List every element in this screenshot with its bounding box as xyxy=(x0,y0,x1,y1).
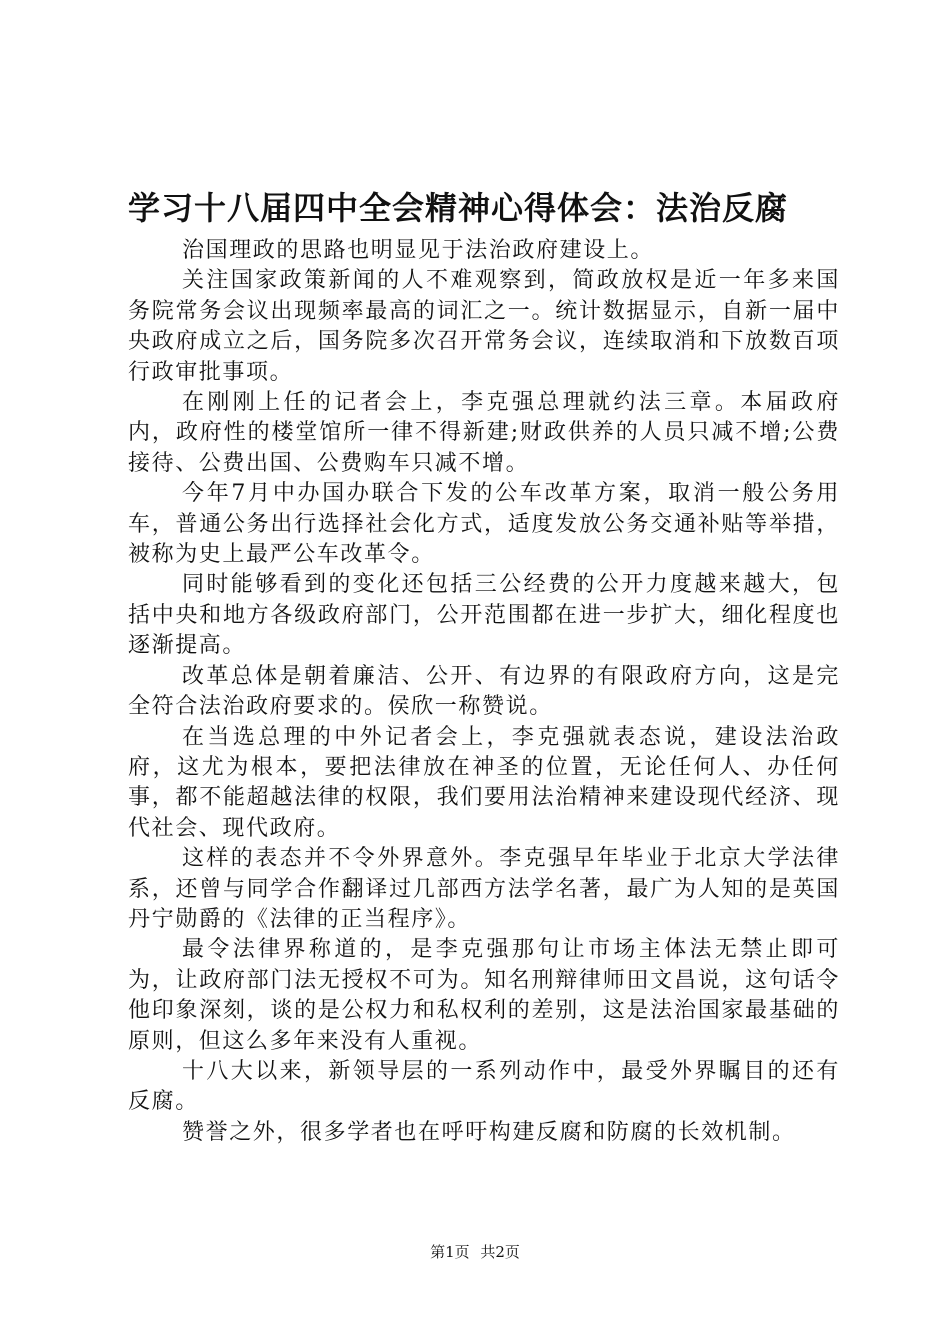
paragraph: 在当选总理的中外记者会上，李克强就表态说，建设法治政府，这尤为根本，要把法律放在神圣的位置，无论任何人、办任何事，都不能超越法律的权限，我们要用法治精神来建设现代经济、现代社会、现代政府。 xyxy=(128,724,840,841)
paragraph: 在刚刚上任的记者会上，李克强总理就约法三章。本届政府内，政府性的楼堂馆所一律不得新建;财政供养的人员只减不增;公费接待、公费出国、公费购车只减不增。 xyxy=(128,390,840,476)
document-body xyxy=(128,236,840,1148)
paragraph: 治国理政的思路也明显见于法治政府建设上。 xyxy=(182,238,655,263)
paragraph: 同时能够看到的变化还包括三公经费的公开力度越来越大，包括中央和地方各级政府部门，公开范围都在进一步扩大，细化程度也逐渐提高。 xyxy=(128,572,840,659)
paragraph: 今年7月中办国办联合下发的公车改革方案，取消一般公务用车，普通公务出行选择社会化方式，适度发放公务交通补贴等举措，被称为史上最严公车改革令。 xyxy=(128,481,840,568)
paragraph: 十八大以来，新领导层的一系列动作中，最受外界瞩目的还有反腐。 xyxy=(128,1058,840,1115)
page-total: 共2页 xyxy=(480,1243,520,1261)
paragraph: 赞誉之外，很多学者也在呼吁构建反腐和防腐的长效机制。 xyxy=(182,1119,796,1145)
paragraph: 这样的表态并不令外界意外。李克强早年毕业于北京大学法律系，还曾与同学合作翻译过几部西方法学名著，最广为人知的是英国丹宁勋爵的《法律的正当程序》。 xyxy=(128,846,840,932)
document-title: 学习十八届四中全会精神心得体会：法治反腐 xyxy=(128,189,789,227)
paragraph: 改革总体是朝着廉洁、公开、有边界的有限政府方向，这是完全符合法治政府要求的。侯欣一称赞说。 xyxy=(128,663,840,720)
paragraph: 最令法律界称道的，是李克强那句让市场主体法无禁止即可为，让政府部门法无授权不可为。知名刑辩律师田文昌说，这句话令他印象深刻，谈的是公权力和私权利的差别，这是法治国家最基础的原则，但这么多年来没有人重视。 xyxy=(128,937,840,1054)
page-number: 第1页 xyxy=(430,1243,470,1261)
page-footer xyxy=(0,1242,950,1262)
paragraph: 关注国家政策新闻的人不难观察到，简政放权是近一年多来国务院常务会议出现频率最高的词汇之一。统计数据显示，自新一届中央政府成立之后，国务院多次召开常务会议，连续取消和下放数百项行政审批事项。 xyxy=(128,268,840,385)
